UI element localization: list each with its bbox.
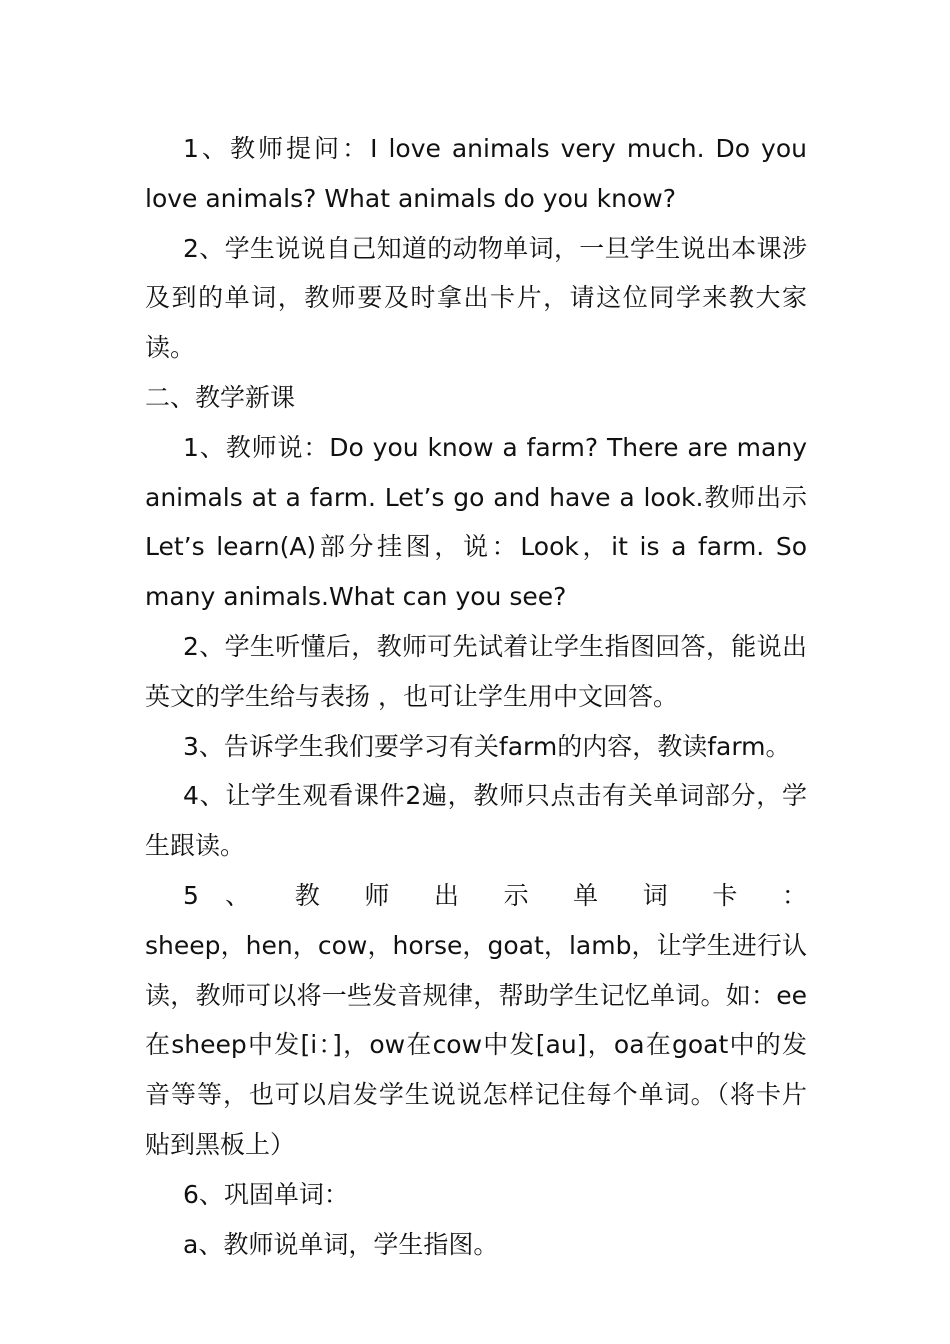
document-page	[145, 124, 807, 1269]
paragraph-new-3-farm-content: 3、告诉学生我们要学习有关farm的内容，教读farm。	[183, 731, 791, 761]
paragraph-new-4-courseware: 4、让学生观看课件2遍，教师只点击有关单词部分，学生跟读。	[145, 781, 807, 861]
paragraph-step-1-question: 1、教师提问：I love animals very much. Do you love animals? What animals do you know?	[145, 134, 807, 213]
paragraph-new-6a-point-picture: a、教师说单词，学生指图。	[183, 1229, 499, 1259]
paragraph-new-5-word-cards-body: sheep，hen，cow，horse，goat，lamb，让学生进行认读，教师可以将一些发音规律，帮助学生记忆单词。如：ee在sheep中发[i：]，ow在cow中发[au]，oa在goat中的发音等等，也可以启发学生说说怎样记住每个单词。（将卡片贴到黑板上）	[145, 930, 807, 1159]
paragraph-step-2-students-say: 2、学生说说自己知道的动物单词，一旦学生说出本课涉及到的单词，教师要及时拿出卡片，请这位同学来教大家读。	[145, 233, 807, 363]
section-heading-new-lesson: 二、教学新课	[145, 382, 296, 412]
paragraph-new-6-consolidate: 6、巩固单词：	[183, 1179, 349, 1209]
paragraph-new-2-answer: 2、学生听懂后，教师可先试着让学生指图回答，能说出英文的学生给与表扬 ，也可让学生用中文回答。	[145, 631, 807, 711]
paragraph-new-1-farm: 1、教师说：Do you know a farm? There are many animals at a farm. Let’s go and have a look.教师出示Let’s learn(A)部分挂图，说：Look，it is a farm. So many animals.What can you see?	[145, 432, 807, 612]
paragraph-new-5-word-cards-lead: 5 、 教 师 出 示 单 词 卡 ：	[183, 880, 807, 910]
